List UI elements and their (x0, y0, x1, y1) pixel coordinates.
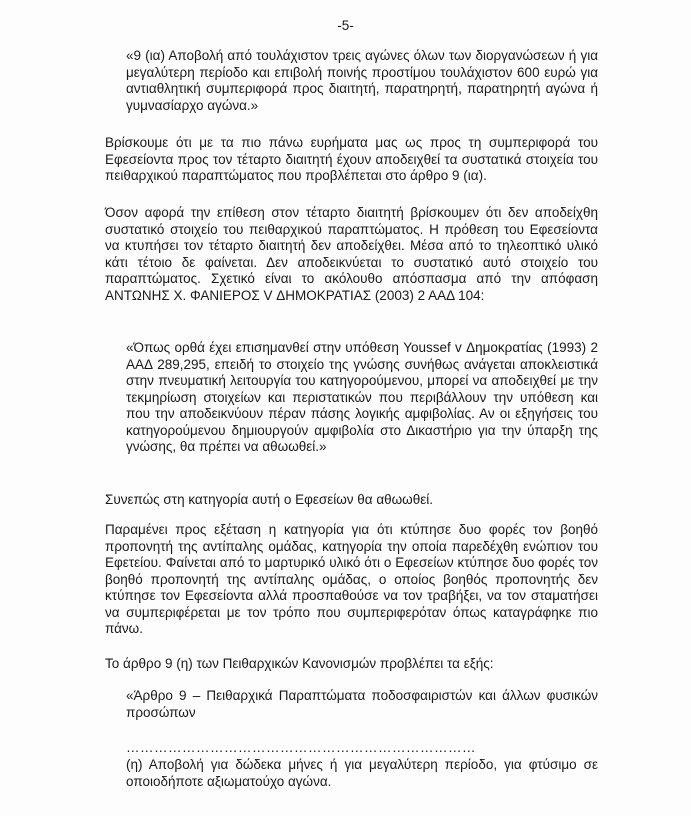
quoted-case-law: «Όπως ορθά έχει επισημανθεί στην υπόθεση Youssef v Δημοκρατίας (1993) 2 ΑΑΔ 289,295, επειδή το στοιχείο της γνώσης συνήθως ανάγεται αποκλειστικά στην πνευματική λειτουργία του κατηγορούμενου, μπορεί να αποδειχθεί με την τεκμηρίωση στοιχείων και περιστατικών που περιβάλλουν την υπόθεση και που την αποδεικνύουν πέραν πάσης λογικής αμφιβολίας. Αν οι εξηγήσεις του κατηγορούμενου δημιουργούν αμφιβολία στο Δικαστήριο για την ύπαρξη της γνώσης, θα πρέπει να αθωωθεί.» (126, 340, 598, 454)
page-number: -5- (337, 18, 354, 33)
paragraph-attack: Όσον αφορά την επίθεση στον τέταρτο διαιτητή βρίσκουμεν ότι δεν αποδείχθη συστατικό στοιχείο του πειθαρχικού παραπτώματος. Η πρόθεση του Εφεσείοντα να κτυπήσει τον τέταρτο διαιτητή δεν αποδείχθει. Μέσα από το τηλεοπτικό υλικό κάτι τέτοιο δε φαίνεται. Δεν αποδεικνύεται το συστατικό αυτό στοιχείο του παραπτώματος. Σχετικό είναι το ακόλουθο απόσπασμα από την απόφαση ΑΝΤΩΝΗΣ Χ. ΦΑΝΙΕΡΟΣ V ΔΗΜΟΚΡΑΤΙΑΣ (2003) 2 ΑΑΔ 104: (105, 205, 598, 303)
paragraph-article-intro: Το άρθρο 9 (η) των Πειθαρχικών Κανονισμών προβλέπει τα εξής: (105, 656, 494, 671)
quoted-article-9-title: «Άρθρο 9 – Πειθαρχικά Παραπτώματα ποδοσφαιριστών και άλλων φυσικών προσώπων (126, 688, 598, 720)
paragraph-remaining-charge: Παραμένει προς εξέταση η κατηγορία για ότι κτύπησε δυο φορές τον βοηθό προπονητή της αντίπαλης ομάδας, κατηγορία την οποία παρεδέχθη ενώπιον του Εφετείου. Φαίνεται από το μαρτυρικό υλικό ότι ο Εφεσείων κτύπησε δυο φορές τον βοηθό προπονητή της αντίπαλης ομάδας, ο οποίος βοηθός προπονητής δεν κτύπησε τον Εφεσείοντα αλλά προσπαθούσε να τον τραβήξει, να τον σταματήσει να συμπεριφέρεται με τον τρόπο που συμπεριφερόταν όπως καταγράφηκε πιο πάνω. (105, 522, 598, 636)
paragraph-acquittal: Συνεπώς στη κατηγορία αυτή ο Εφεσείων θα αθωωθεί. (105, 492, 434, 507)
paragraph-findings: Βρίσκουμε ότι με τα πιο πάνω ευρήματα μας ως προς τη συμπεριφορά του Εφεσείοντα προς τον τέταρτο διαιτητή έχουν αποδειχθεί τα συστατικά στοιχεία του πειθαρχικού παραπτώματος που προβλέπεται στο άρθρο 9 (ια). (105, 135, 598, 183)
quoted-article-9h: (η) Αποβολή για δώδεκα μήνες ή για μεγαλύτερη περίοδο, για φτύσιμο σε οποιοδήποτε αξιωματούχο αγώνα. (126, 757, 598, 789)
ellipsis-line: ………………………………………………………………… (126, 740, 476, 755)
quoted-rule-9ia: «9 (ια) Αποβολή από τουλάχιστον τρεις αγώνες όλων των διοργανώσεων ή για μεγαλύτερη περίοδο και επιβολή ποινής προστίμου τουλάχιστον 600 ευρώ για αντιαθλητική συμπεριφορά προς διαιτητή, παρατηρητή, παρατηρητή αγώνα ή γυμνασίαρχο αγώνα.» (126, 48, 598, 113)
